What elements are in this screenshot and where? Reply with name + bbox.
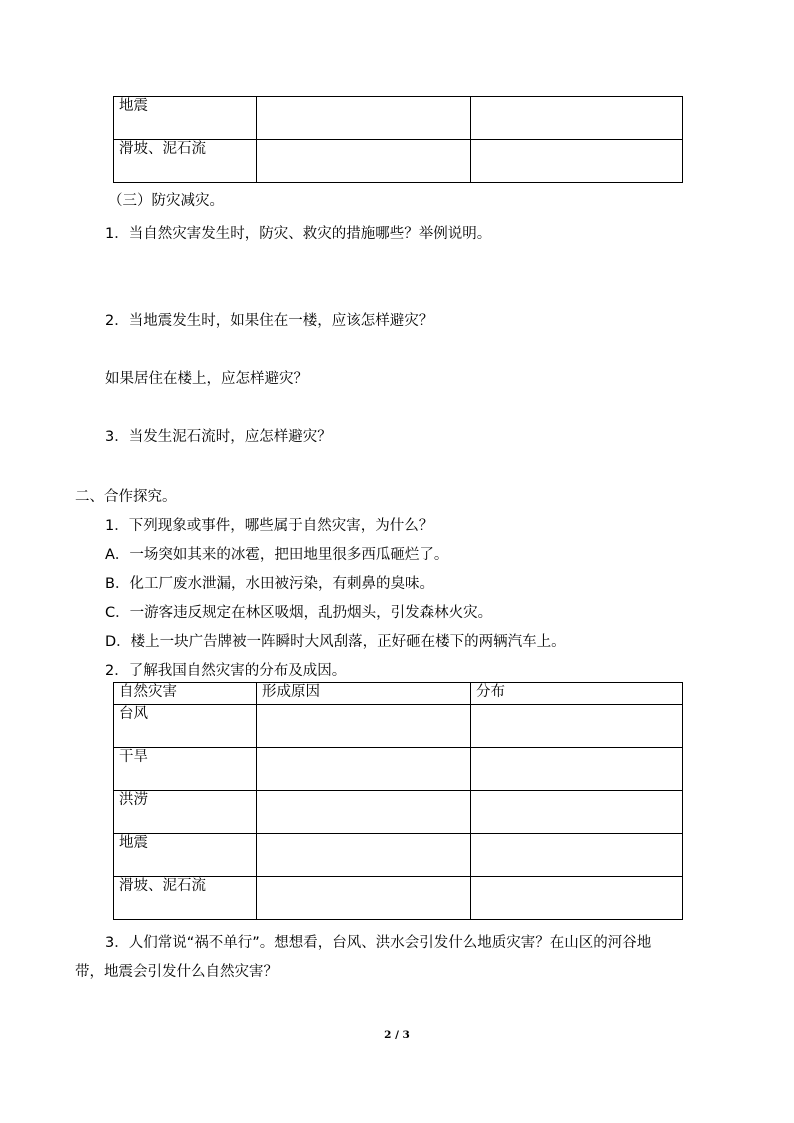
table-header-cell: 形成原因	[257, 683, 471, 705]
table-cell	[471, 97, 683, 140]
question-text: 2．了解我国自然灾害的分布及成因。	[105, 663, 347, 679]
table-cell	[257, 97, 471, 140]
table-header-cell: 自然灾害	[114, 683, 257, 705]
top-disaster-table	[113, 96, 683, 183]
table-row	[114, 834, 683, 877]
table-cell	[257, 705, 471, 748]
table-cell: 滑坡、泥石流	[114, 140, 257, 183]
question-text: 1．当自然灾害发生时，防灾、救灾的措施哪些？举例说明。	[105, 226, 492, 242]
table-cell	[257, 834, 471, 877]
question-text: 3．人们常说“祸不单行”。想想看，台风、洪水会引发什么地质灾害？在山区的河谷地	[105, 935, 652, 951]
table-header-cell: 分布	[471, 683, 683, 705]
question-text: 2．当地震发生时，如果住在一楼，应该怎样避灾？	[105, 313, 434, 329]
table-cell	[471, 705, 683, 748]
table-cell: 地震	[114, 97, 257, 140]
table-cell	[471, 748, 683, 791]
disaster-distribution-table	[113, 682, 683, 920]
table-cell: 台风	[114, 705, 257, 748]
table-cell: 地震	[114, 834, 257, 877]
option-text: A．一场突如其来的冰雹，把田地里很多西瓜砸烂了。	[105, 547, 449, 563]
table-cell	[471, 140, 683, 183]
table-cell	[257, 140, 471, 183]
table-row	[114, 877, 683, 920]
section-heading: 二、合作探究。	[75, 489, 177, 505]
table-cell: 干旱	[114, 748, 257, 791]
table-row	[114, 791, 683, 834]
table-cell	[257, 877, 471, 920]
table-cell: 洪涝	[114, 791, 257, 834]
table-header-row	[114, 683, 683, 705]
table-row	[114, 705, 683, 748]
table-row	[114, 97, 683, 140]
table-cell	[471, 834, 683, 877]
question-text: 1．下列现象或事件，哪些属于自然灾害，为什么？	[105, 518, 434, 534]
option-text: D．楼上一块广告牌被一阵瞬时大风刮落，正好砸在楼下的两辆汽车上。	[105, 634, 566, 650]
section-heading: （三）防灾减灾。	[108, 193, 224, 209]
question-text: 带，地震会引发什么自然灾害？	[75, 964, 278, 980]
table-row	[114, 140, 683, 183]
page-number: 2 / 3	[384, 1029, 410, 1041]
table-cell	[257, 791, 471, 834]
option-text: B．化工厂废水泄漏，水田被污染，有刺鼻的臭味。	[105, 576, 434, 592]
option-text: C．一游客违反规定在林区吸烟，乱扔烟头，引发森林火灾。	[105, 605, 493, 621]
question-text: 如果居住在楼上，应怎样避灾？	[105, 371, 308, 387]
table-row	[114, 748, 683, 791]
question-text: 3．当发生泥石流时，应怎样避灾？	[105, 429, 332, 445]
table-cell	[257, 748, 471, 791]
table-cell: 滑坡、泥石流	[114, 877, 257, 920]
table-cell	[471, 877, 683, 920]
table-cell	[471, 791, 683, 834]
